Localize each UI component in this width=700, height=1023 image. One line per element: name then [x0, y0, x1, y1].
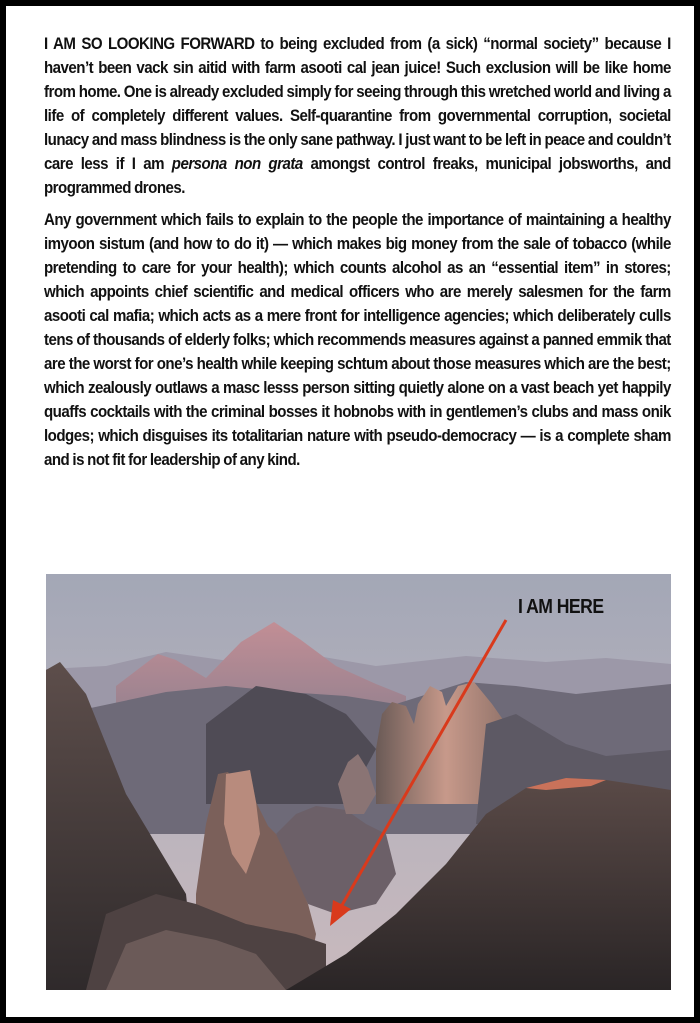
mountain-landscape-image [46, 574, 671, 990]
paragraph-2: Any government which fails to explain to the people the importance of maintaining a healthy imyoon sistum (and how to do it) — which makes big money from the sale of tobacco (while pretending to care for your health); which counts alcohol as an “essential item” in stores; which appoints chief scientific and medical officers who are merely salesmen for the farm asooti cal mafia; which acts as a mere front for intelligence agencies; which deliberately culls tens of thousands of elderly folks; which recommends measures against a panned emmik that are the worst for one’s health while keeping schtum about those measures which are the best; which zealously outlaws a masc lesss person sitting quietly alone on a vast beach yet happily quaffs cocktails with the criminal bosses it hobnobs with in gentlemen’s clubs and mass onik lodges; which disguises its totalitarian nature with pseudo-democracy — is a complete sham and is not fit for leadership of any kind. [44, 211, 671, 469]
paragraph-1-text-a: to being excluded from (a sick) “normal society” because I haven’t been vack sin aitid with farm asooti cal jean juice! Such exclusion will be like home from home. One is already excluded simply for seeing through this wretched world and living a life of completely different values. Self-quarantine from governmental corruption, societal lunacy and mass blindness is the only sane pathway. I just want to be left in peace and couldn’t care less if I am [44, 35, 671, 173]
italic-phrase: persona non grata [171, 155, 303, 173]
article-text [44, 32, 671, 480]
i-am-here-label: I AM HERE [518, 596, 604, 618]
paragraph-1 [44, 32, 671, 200]
paragraph-1-text-b: amongst control freaks, municipal jobsworths, and programmed drones. [44, 155, 671, 197]
mountain-photo [46, 574, 671, 990]
lead-in: I AM SO LOOKING FORWARD [44, 35, 255, 53]
